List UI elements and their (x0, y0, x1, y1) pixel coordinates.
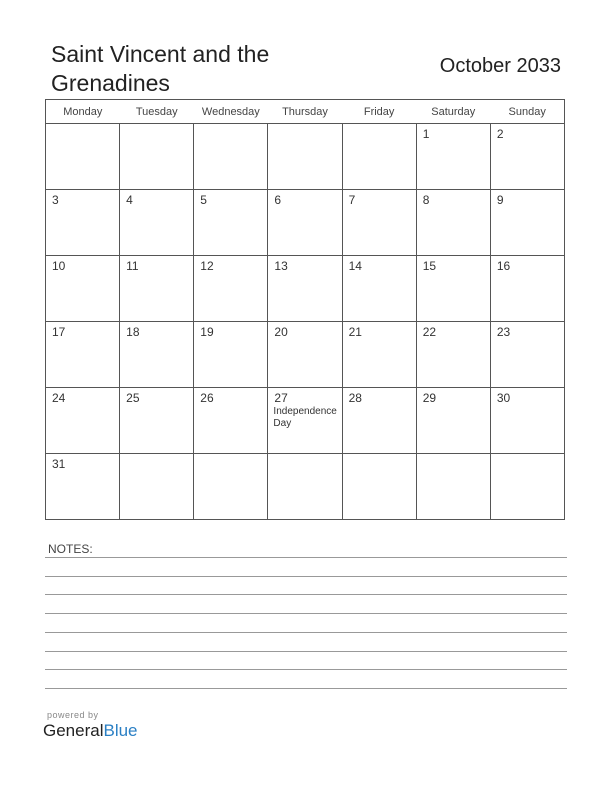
country-title: Saint Vincent and the Grenadines (51, 41, 270, 96)
day-cell (194, 454, 268, 520)
weekday-header-row (46, 100, 565, 124)
day-number: 16 (496, 259, 511, 273)
day-number: 10 (52, 259, 66, 273)
day-number: 6 (274, 193, 282, 207)
note-line (45, 557, 567, 558)
day-number: 17 (52, 325, 66, 339)
note-line (45, 688, 567, 689)
day-cell (490, 190, 564, 256)
day-number: 28 (348, 391, 362, 405)
weekday-saturday: Saturday (416, 100, 490, 124)
day-cell (46, 454, 120, 520)
day-cell (120, 454, 194, 520)
day-cell (342, 322, 416, 388)
day-cell (268, 322, 342, 388)
note-line (45, 651, 567, 652)
day-cell (416, 454, 490, 520)
calendar-week-row (46, 454, 565, 520)
day-cell (194, 322, 268, 388)
day-number (120, 454, 193, 457)
calendar-grid (45, 99, 565, 520)
day-number: 8 (422, 193, 430, 207)
day-cell (120, 388, 194, 454)
day-cell (268, 256, 342, 322)
day-number: 5 (200, 193, 207, 207)
day-cell (416, 124, 490, 190)
day-number: 1 (422, 127, 430, 141)
day-number (417, 454, 490, 457)
day-cell (120, 322, 194, 388)
day-cell (268, 388, 342, 454)
note-line (45, 594, 567, 595)
day-cell (194, 124, 268, 190)
day-cell (46, 388, 120, 454)
powered-by-text: powered by (47, 710, 99, 720)
day-number: 14 (348, 259, 362, 273)
day-number: 12 (200, 259, 214, 273)
day-cell (490, 454, 564, 520)
day-cell (490, 322, 564, 388)
day-cell (120, 190, 194, 256)
day-number: 13 (274, 259, 288, 273)
day-cell (194, 256, 268, 322)
day-cell (490, 124, 564, 190)
day-cell (490, 256, 564, 322)
day-number: 26 (200, 391, 214, 405)
day-number (491, 454, 564, 457)
note-line (45, 632, 567, 633)
day-cell (342, 388, 416, 454)
calendar-week-row (46, 190, 565, 256)
day-cell (268, 454, 342, 520)
weekday-thursday: Thursday (268, 100, 342, 124)
brand-logo[interactable] (43, 721, 138, 741)
day-cell (416, 256, 490, 322)
day-cell (342, 256, 416, 322)
day-cell (416, 190, 490, 256)
weekday-tuesday: Tuesday (120, 100, 194, 124)
calendar-week-row (46, 124, 565, 190)
day-number (46, 124, 119, 127)
weekday-monday: Monday (46, 100, 120, 124)
notes-label: NOTES: (48, 542, 93, 556)
holiday-label: Independence Day (273, 406, 337, 429)
day-number: 20 (274, 325, 288, 339)
day-number: 18 (126, 325, 140, 339)
calendar-week-row (46, 388, 565, 454)
day-number (343, 124, 416, 127)
day-number: 29 (422, 391, 437, 405)
day-cell (416, 388, 490, 454)
day-cell (46, 256, 120, 322)
weekday-friday: Friday (342, 100, 416, 124)
day-cell (342, 124, 416, 190)
day-number: 7 (348, 193, 356, 207)
day-cell (46, 190, 120, 256)
day-number: 9 (496, 193, 504, 207)
day-cell (46, 322, 120, 388)
day-cell (194, 190, 268, 256)
month-year: October 2033 (439, 55, 561, 77)
day-number: 19 (200, 325, 214, 339)
day-cell (46, 124, 120, 190)
calendar-week-row (46, 256, 565, 322)
day-cell (416, 322, 490, 388)
day-number: 30 (496, 391, 511, 405)
brand-blue-text: Blue (103, 721, 138, 740)
day-number (343, 454, 416, 457)
day-number: 31 (52, 457, 66, 471)
day-cell (268, 190, 342, 256)
day-number: 21 (348, 325, 362, 339)
day-cell (342, 454, 416, 520)
day-number: 4 (126, 193, 133, 207)
day-cell (120, 256, 194, 322)
day-number (268, 454, 341, 457)
day-number: 2 (496, 127, 504, 141)
day-number: 23 (496, 325, 511, 339)
day-cell (194, 388, 268, 454)
day-number: 24 (52, 391, 66, 405)
day-number (194, 454, 267, 457)
day-number (268, 124, 341, 127)
weekday-wednesday: Wednesday (194, 100, 268, 124)
day-number: 3 (52, 193, 59, 207)
note-line (45, 669, 567, 670)
note-line (45, 613, 567, 614)
day-number (120, 124, 193, 127)
calendar-week-row (46, 322, 565, 388)
day-cell (120, 124, 194, 190)
day-number (194, 124, 267, 127)
weekday-sunday: Sunday (490, 100, 564, 124)
day-number: 27 (274, 391, 288, 405)
day-cell (268, 124, 342, 190)
brand-general-text: General (43, 721, 104, 740)
day-number: 15 (422, 259, 437, 273)
day-number: 25 (126, 391, 140, 405)
day-cell (342, 190, 416, 256)
note-line (45, 576, 567, 577)
day-cell (490, 388, 564, 454)
calendar-body (46, 124, 565, 520)
day-number: 22 (422, 325, 437, 339)
day-number: 11 (126, 259, 139, 273)
